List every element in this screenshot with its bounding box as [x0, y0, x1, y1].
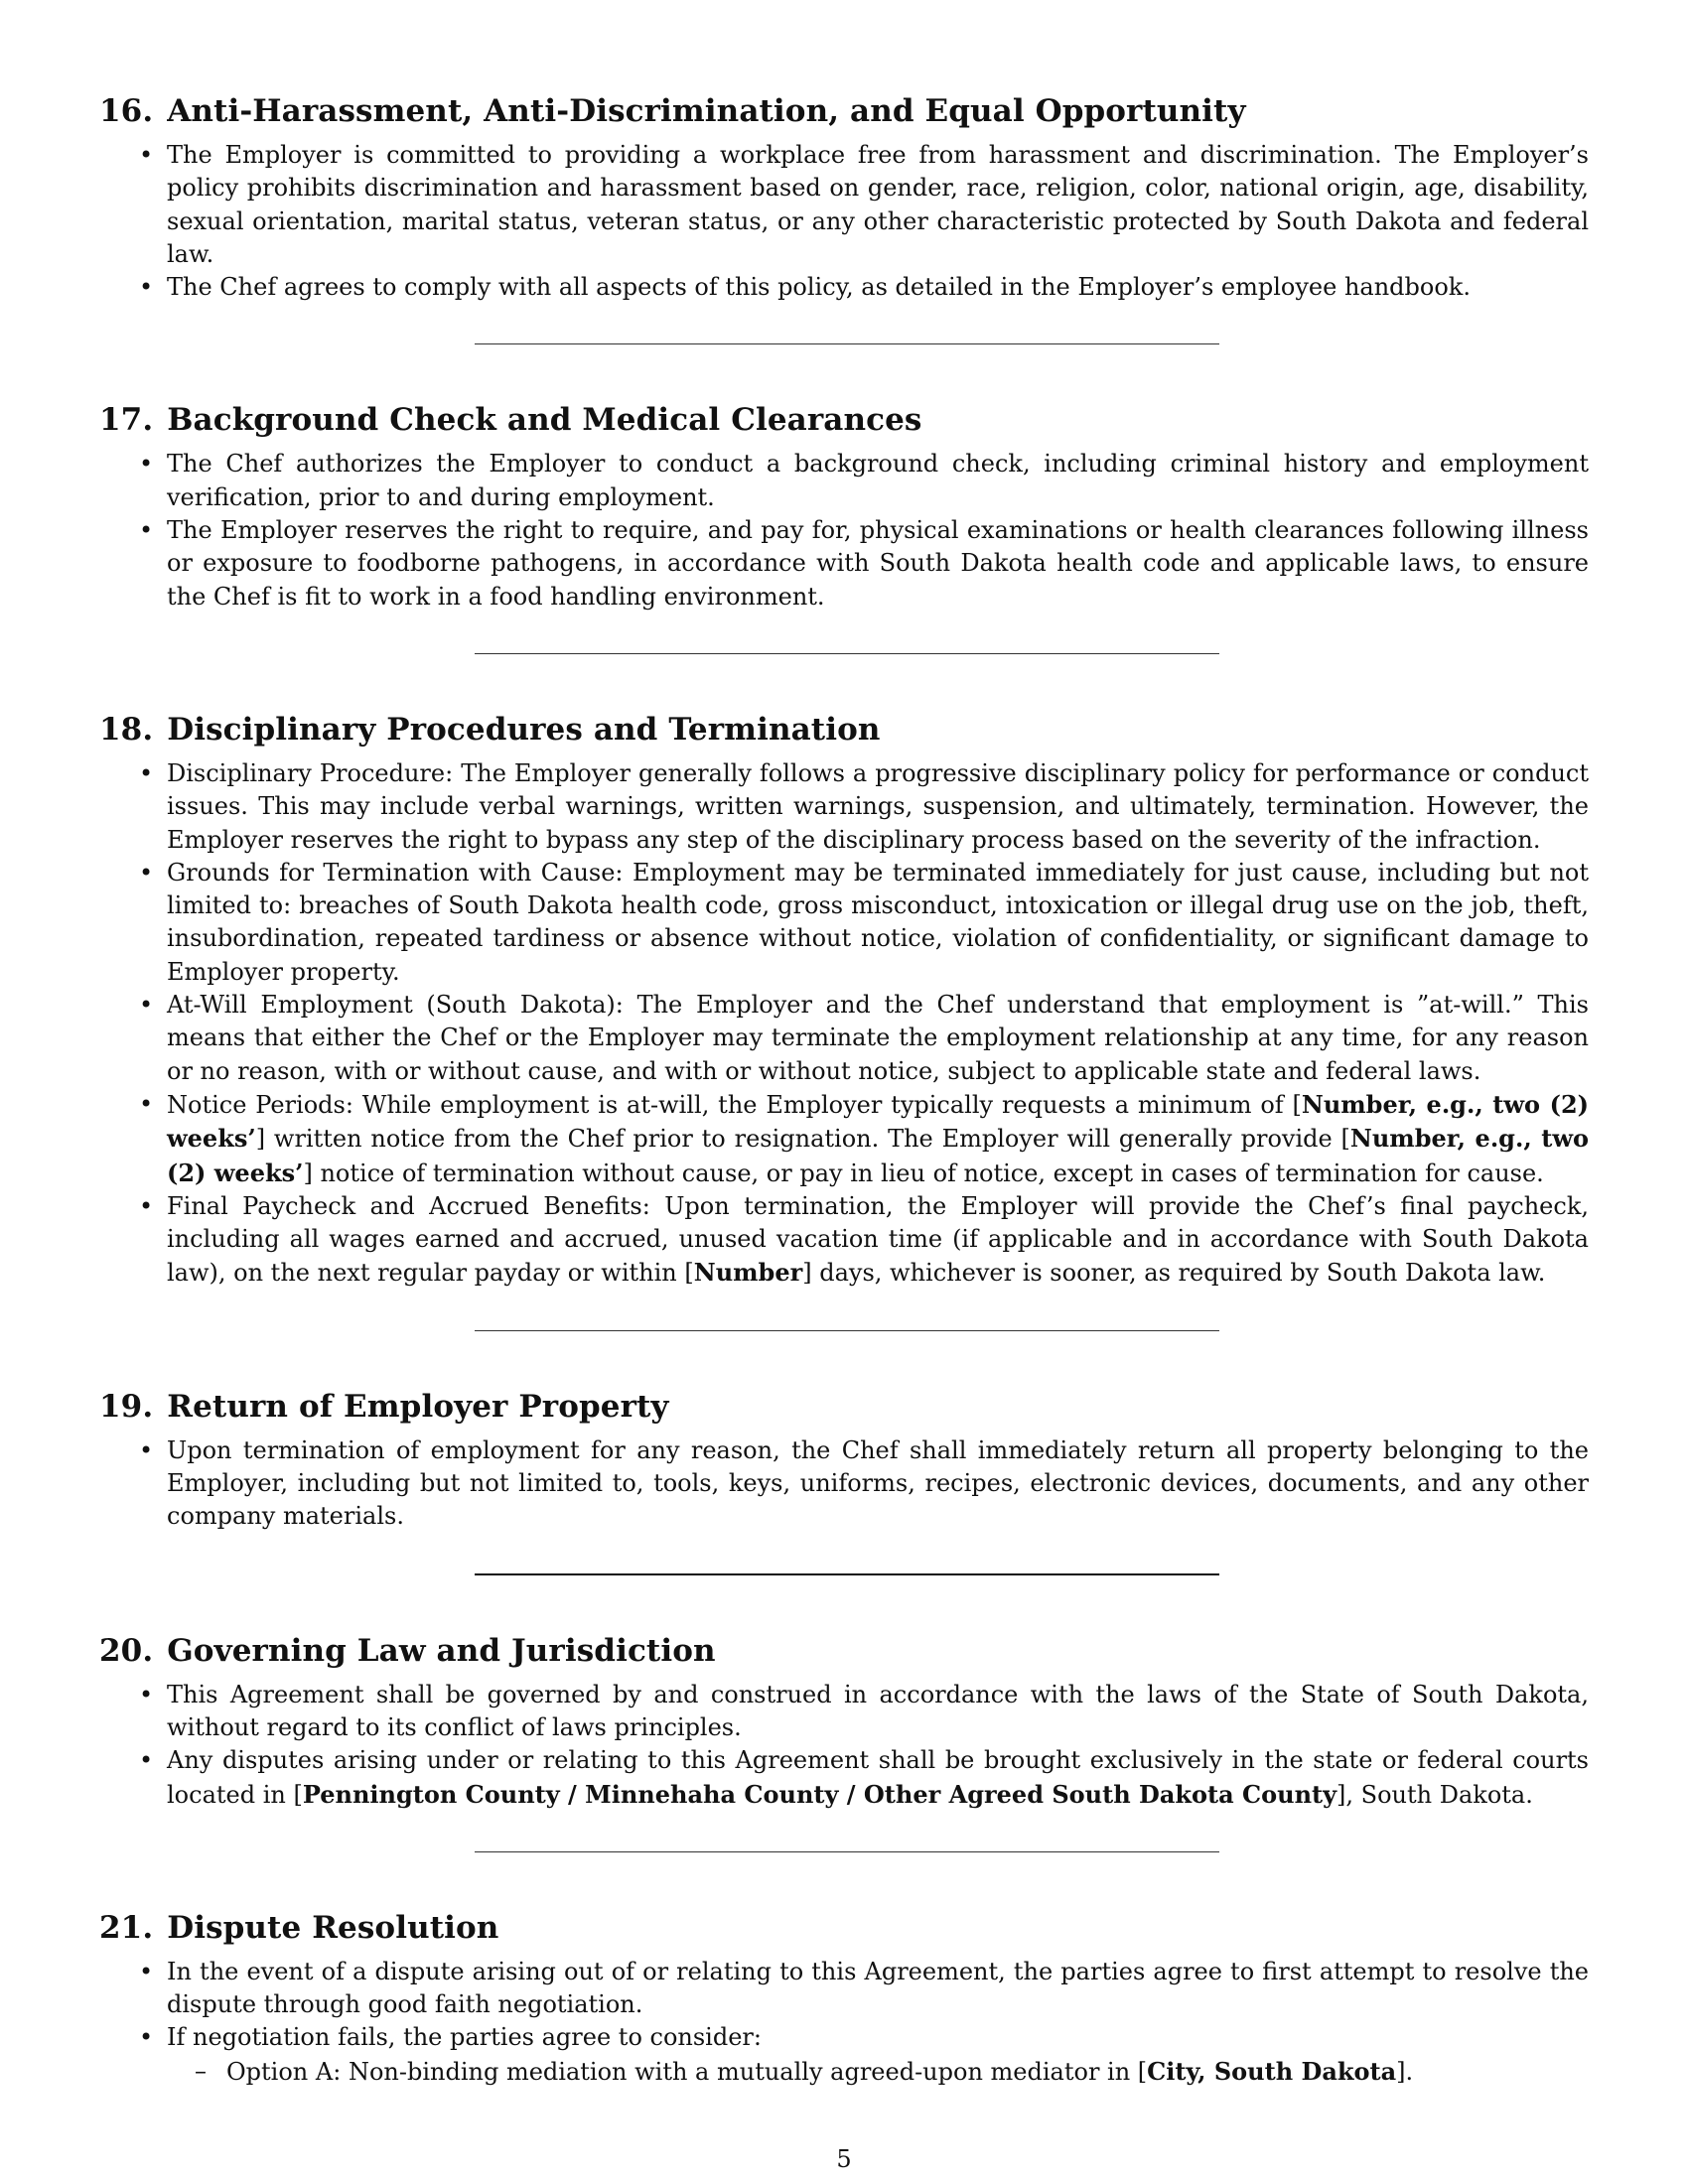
list-item: • Disciplinary Procedure: The Employer generally follows a progressive disciplinary policy for performance or conduct issues. This may include verbal warnings, written warnings, suspension, and ultimately, termination. However, the Employer reserves the right to bypass any step of the disciplinary process based on the severity of the infraction. [167, 757, 1589, 857]
section-title: Disciplinary Procedures and Termination [167, 711, 881, 748]
section-18-heading [99, 710, 1589, 750]
text-run: Final Paycheck and Accrued Benefits: Upon termination, the Employer will provide the Chef’s final paycheck, including all wages earned and accrued, unused vacation time (if applicable and in accordance with South Dakota law), on the next regular payday or within [ [167, 1191, 1589, 1288]
section-21-heading [99, 1908, 1589, 1948]
placeholder-field: Number, e.g., two (2) weeks’ [167, 1124, 1589, 1187]
bullet-list [99, 1434, 1589, 1534]
list-item: • The Chef agrees to comply with all aspects of this policy, as detailed in the Employer’s employee handbook. [167, 271, 1589, 304]
text-run: ] written notice from the Chef prior to resignation. The Employer will generally provide [ [255, 1125, 1350, 1154]
list-item-final-paycheck [167, 1190, 1589, 1291]
text-run: Any disputes arising under or relating to this Agreement shall be brought exclusively in the state or federal courts located in [ [167, 1746, 1589, 1809]
list-item [167, 2021, 1589, 2089]
section-number: 16. [99, 93, 154, 129]
section-title: Anti-Harassment, Anti-Discrimination, and Equal Opportunity [167, 93, 1246, 129]
bullet-list [99, 448, 1589, 613]
list-item: • Upon termination of employment for any reason, the Chef shall immediately return all property belonging to the Employer, including but not limited to, tools, keys, uniforms, recipes, electronic devices, documents, and any other company materials. [167, 1434, 1589, 1534]
section-divider [475, 1851, 1219, 1852]
section-19 [99, 1387, 1589, 1534]
list-item: • The Employer reserves the right to require, and pay for, physical examinations or health clearances following illness or exposure to foodborne pathogens, in accordance with South Dakota health code and applicable laws, to ensure the Chef is fit to work in a food handling environment. [167, 514, 1589, 614]
sub-list [167, 2055, 1589, 2089]
section-17 [99, 400, 1589, 613]
bullet-list [99, 757, 1589, 1291]
section-divider [475, 1330, 1219, 1331]
list-item: • The Chef authorizes the Employer to conduct a background check, including criminal history and employment verification, prior to and during employment. [167, 448, 1589, 514]
section-title: Dispute Resolution [167, 1909, 499, 1946]
section-18 [99, 710, 1589, 1291]
document-page [99, 91, 1589, 2089]
text-run: If negotiation fails, the parties agree to consider: [167, 2023, 762, 2052]
placeholder-field: Number [693, 1258, 803, 1288]
text-run: ], South Dakota. [1336, 1780, 1533, 1809]
bullet-list [99, 1679, 1589, 1812]
section-16-heading [99, 91, 1589, 131]
placeholder-field: City, South Dakota [1147, 2056, 1397, 2086]
list-item: • Grounds for Termination with Cause: Employment may be terminated immediately for just cause, including but not limited to: breaches of South Dakota health code, gross misconduct, intoxication or illegal drug use on the job, theft, insubordination, repeated tardiness or absence without notice, violation of confidentiality, or significant damage to Employer property. [167, 857, 1589, 989]
section-title: Background Check and Medical Clearances [167, 402, 922, 439]
sub-list-item-option-a [226, 2055, 1589, 2089]
text-run: ]. [1396, 2057, 1414, 2086]
text-run: Option A: Non-binding mediation with a mutually agreed-upon mediator in [ [226, 2057, 1148, 2086]
section-divider [475, 343, 1219, 344]
list-item: • This Agreement shall be governed by and construed in accordance with the laws of the State of South Dakota, without regard to its conflict of laws principles. [167, 1679, 1589, 1745]
list-item: • In the event of a dispute arising out of or relating to this Agreement, the parties agree to first attempt to resolve the dispute through good faith negotiation. [167, 1956, 1589, 2022]
section-20 [99, 1631, 1589, 1812]
bullet-list [99, 1956, 1589, 2089]
section-number: 20. [99, 1632, 154, 1669]
list-item: • At-Will Employment (South Dakota): The Employer and the Chef understand that employment is ”at-will.” This means that either the Chef or the Employer may terminate the employment relationship at any time, for any reason or no reason, with or without cause, and with or without notice, subject to applicable state and federal laws. [167, 989, 1589, 1088]
placeholder-field: Number, e.g., two (2) weeks’ [167, 1089, 1589, 1154]
section-divider [475, 653, 1219, 654]
bullet-list [99, 139, 1589, 304]
section-title: Governing Law and Jurisdiction [167, 1632, 716, 1669]
text-run: ] days, whichever is sooner, as required by South Dakota law. [802, 1259, 1546, 1288]
section-number: 21. [99, 1909, 154, 1946]
section-number: 18. [99, 711, 154, 748]
section-17-heading [99, 400, 1589, 440]
section-divider [475, 1573, 1219, 1575]
section-21 [99, 1908, 1589, 2089]
placeholder-field: Pennington County / Minnehaha County / Other Agreed South Dakota County [302, 1779, 1337, 1809]
list-item-venue [167, 1744, 1589, 1812]
text-run: ] notice of termination without cause, or pay in lieu of notice, except in cases of termination for cause. [303, 1159, 1544, 1187]
section-number: 19. [99, 1388, 154, 1425]
page-number: 5 [836, 2145, 852, 2173]
section-20-heading [99, 1631, 1589, 1671]
list-item: • The Employer is committed to providing a workplace free from harassment and discrimination. The Employer’s policy prohibits discrimination and harassment based on gender, race, religion, color, national origin, age, disability, sexual orientation, marital status, veteran status, or any other characteristic protected by South Dakota and federal law. [167, 139, 1589, 271]
section-19-heading [99, 1387, 1589, 1427]
section-16 [99, 91, 1589, 304]
section-number: 17. [99, 402, 154, 439]
text-run: Notice Periods: While employment is at-will, the Employer typically requests a minimum of [ [167, 1090, 1302, 1119]
section-title: Return of Employer Property [167, 1388, 669, 1425]
list-item-notice-periods [167, 1088, 1589, 1190]
